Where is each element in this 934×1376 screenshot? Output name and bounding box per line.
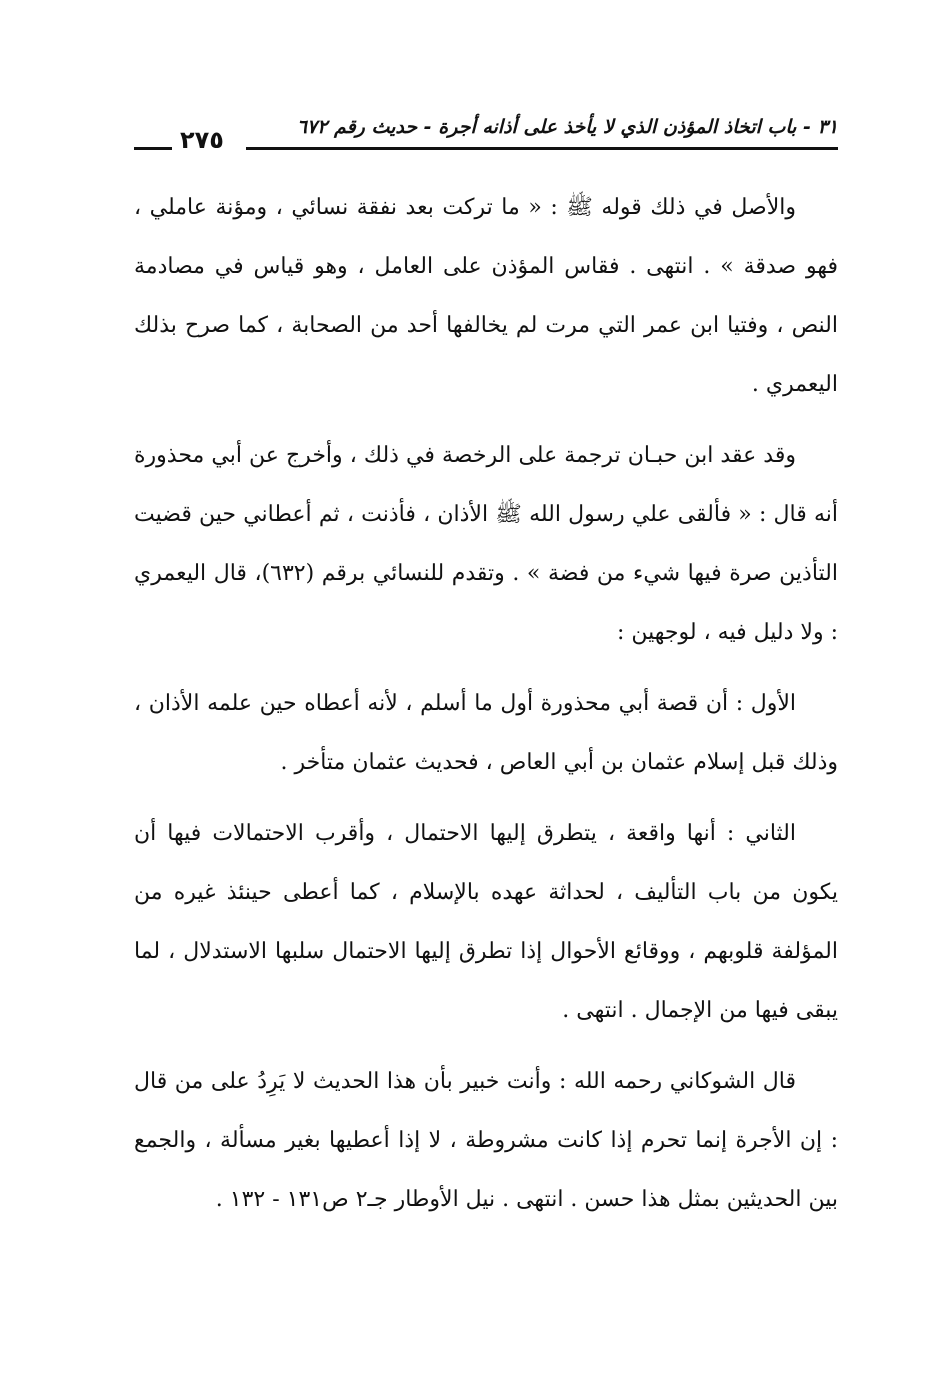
paragraph: والأصل في ذلك قوله ﷺ : « ما تركت بعد نفقة نسائي ، ومؤنة عاملي ، فهو صدقة » . انتهى . فقاس المؤذن على العامل ، وهو قياس في مصادمة النص ، وفتيا ابن عمر التي مرت لم يخالفها أحد من الصحابة ، كما صرح بذلك اليعمري .: [134, 195, 838, 397]
paragraph: وقد عقد ابن حبـان ترجمة على الرخصة في ذلك ، وأخرج عن أبي محذورة أنه قال : « فألقى علي رسول الله ﷺ الأذان ، فأذنت ، ثم أعطاني حين قضيت التأذين صرة فيها شيء من فضة » . وتقدم للنسائي برقم (٦٣٢)، قال اليعمري : ولا دليل فيه ، لوجهين :: [134, 443, 838, 645]
page-number: ٢٧٥: [180, 126, 224, 154]
header-dash: [134, 147, 172, 150]
body-text: [134, 178, 838, 1241]
header-title: ٣١ - باب اتخاذ المؤذن الذي لا يأخذ على أذانه أجرة - حديث رقم ٦٧٢: [296, 116, 838, 138]
header-rule: [246, 147, 838, 150]
paragraph: الثاني : أنها واقعة ، يتطرق إليها الاحتمال ، وأقرب الاحتمالات فيها أن يكون من باب التأليف ، لحداثة عهده بالإسلام ، كما أعطى حينئذ غيره من المؤلفة قلوبهم ، ووقائع الأحوال إذا تطرق إليها الاحتمال سلبها الاستدلال ، لما يبقى فيها من الإجمال . انتهى .: [134, 821, 838, 1023]
running-header: [134, 112, 838, 160]
paragraph: قال الشوكاني رحمه الله : وأنت خبير بأن هذا الحديث لا يَرِدُ على من قال : إن الأجرة إنما تحرم إذا كانت مشروطة ، لا إذا أعطيها بغير مسألة ، والجمع بين الحديثين بمثل هذا حسن . انتهى . نيل الأوطار جـ٢ ص١٣١ - ١٣٢ .: [134, 1069, 838, 1212]
paragraph: الأول : أن قصة أبي محذورة أول ما أسلم ، لأنه أعطاه حين علمه الأذان ، وذلك قبل إسلام عثمان بن أبي العاص ، فحديث عثمان متأخر .: [134, 691, 838, 775]
